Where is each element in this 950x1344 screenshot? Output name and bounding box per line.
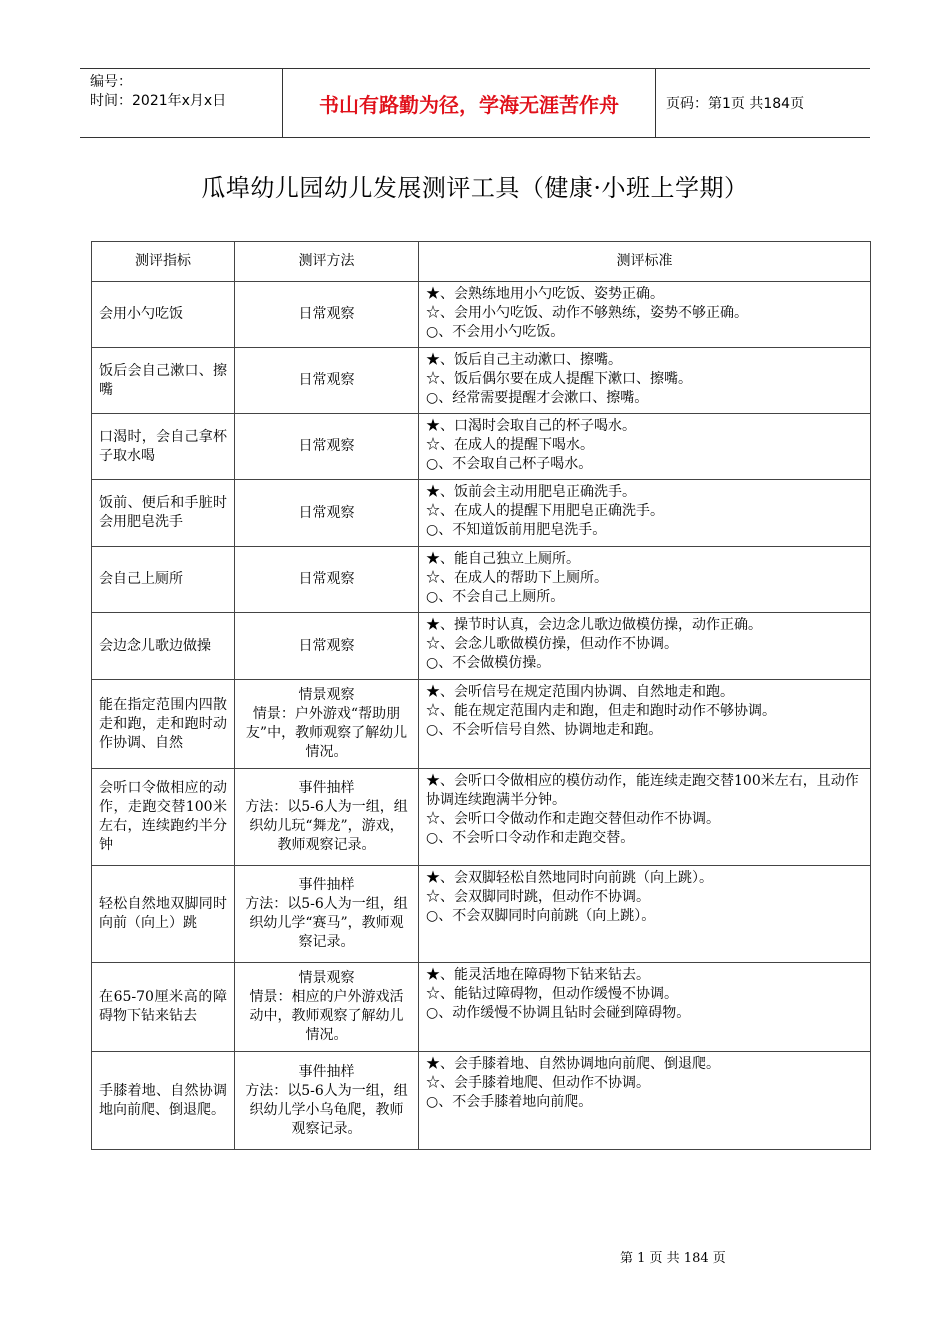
- standard-cell: [419, 866, 871, 963]
- standard-cell: [419, 414, 871, 480]
- standard-line: ★、会手膝着地、自然协调地向前爬、倒退爬。: [426, 1056, 720, 1072]
- table-row: [92, 769, 871, 866]
- indicator-cell: 会听口令做相应的动作，走跑交替100米左右，连续跑约半分钟: [92, 769, 235, 866]
- indicator-cell: 口渴时，会自己拿杯子取水喝: [92, 414, 235, 480]
- method-cell: [235, 866, 419, 963]
- method-cell: [235, 680, 419, 769]
- table-row: [92, 680, 871, 769]
- standard-line: ○、不会用小勺吃饭。: [426, 324, 565, 340]
- method-type: 情景观察: [298, 687, 355, 703]
- table-row: [92, 547, 871, 613]
- standard-line: ☆、能钻过障碍物，但动作缓慢不协调。: [426, 986, 678, 1002]
- method-cell: [235, 348, 419, 414]
- table-row: [92, 480, 871, 547]
- header-motto: 书山有路勤为径，学海无涯苦作舟: [319, 92, 619, 117]
- standard-line: ★、能灵活地在障碍物下钻来钻去。: [426, 967, 650, 983]
- standard-line: ○、经常需要提醒才会漱口、擦嘴。: [426, 390, 649, 406]
- document-header: [80, 68, 870, 138]
- method-type: 日常观察: [298, 438, 355, 454]
- method-cell: [235, 1052, 419, 1150]
- column-header-indicator: 测评指标: [92, 242, 235, 282]
- method-type: 事件抽样: [298, 780, 355, 796]
- standard-cell: [419, 282, 871, 348]
- standard-cell: [419, 348, 871, 414]
- standard-cell: [419, 680, 871, 769]
- standard-cell: [419, 769, 871, 866]
- method-detail: 方法：以5-6人为一组，组织幼儿学小乌龟爬，教师观察记录。: [245, 1082, 408, 1137]
- table-header-row: [92, 242, 871, 282]
- indicator-cell: 饭前、便后和手脏时会用肥皂洗手: [92, 480, 235, 547]
- indicator-cell: 会边念儿歌边做操: [92, 613, 235, 680]
- method-detail: 情景：户外游戏“帮助朋友”中，教师观察了解幼儿情况。: [245, 706, 408, 760]
- method-cell: [235, 414, 419, 480]
- table-row: [92, 613, 871, 680]
- standard-line: ☆、会听口令做动作和走跑交替但动作不协调。: [426, 811, 720, 827]
- standard-line: ○、不会手膝着地向前爬。: [426, 1094, 593, 1110]
- standard-line: ★、会听信号在规定范围内协调、自然地走和跑。: [426, 684, 734, 700]
- method-type: 日常观察: [298, 504, 355, 521]
- evaluation-table: [91, 241, 871, 1150]
- indicator-cell: 能在指定范围内四散走和跑，走和跑时动作协调、自然: [92, 680, 235, 769]
- standard-line: ☆、在成人的提醒下喝水。: [426, 437, 594, 453]
- number-label: 编号：: [90, 74, 132, 90]
- method-type: 事件抽样: [298, 1063, 355, 1080]
- indicator-cell: 饭后会自己漱口、擦嘴: [92, 348, 235, 414]
- method-detail: 情景：相应的户外游戏活动中，教师观察了解幼儿情况。: [249, 989, 404, 1043]
- indicator-cell: 在65-70厘米高的障碍物下钻来钻去: [92, 963, 235, 1052]
- standard-line: ○、不会取自己杯子喝水。: [426, 456, 593, 472]
- page-footer: 第 1 页 共 184 页: [620, 1251, 726, 1266]
- standard-cell: [419, 613, 871, 680]
- column-header-standard: 测评标准: [419, 242, 871, 282]
- method-type: 日常观察: [298, 571, 355, 587]
- standard-line: ☆、会双脚同时跳，但动作不协调。: [426, 889, 650, 905]
- table-row: [92, 963, 871, 1052]
- table-row: [92, 348, 871, 414]
- standard-line: ★、饭前会主动用肥皂正确洗手。: [426, 484, 636, 500]
- standard-line: ★、会熟练地用小勺吃饭、姿势正确。: [426, 286, 664, 302]
- standard-line: ★、会双脚轻松自然地同时向前跳（向上跳）。: [426, 870, 713, 886]
- standard-line: ☆、会手膝着地爬、但动作不协调。: [426, 1075, 650, 1091]
- method-type: 情景观察: [298, 970, 355, 986]
- standard-cell: [419, 480, 871, 547]
- standard-line: ☆、在成人的帮助下上厕所。: [426, 570, 608, 586]
- indicator-cell: 轻松自然地双脚同时向前（向上）跳: [92, 866, 235, 963]
- header-page-info: 页码：第1页 共184页: [666, 96, 805, 112]
- method-cell: [235, 480, 419, 547]
- method-detail: 方法：以5-6人为一组，组织幼儿玩“舞龙”，游戏，教师观察记录。: [245, 799, 408, 853]
- method-cell: [235, 769, 419, 866]
- standard-line: ★、饭后自己主动漱口、擦嘴。: [426, 352, 622, 368]
- standard-line: ☆、饭后偶尔要在成人提醒下漱口、擦嘴。: [426, 371, 692, 387]
- table-row: [92, 1052, 871, 1150]
- standard-line: ○、动作缓慢不协调且钻时会碰到障碍物。: [426, 1005, 691, 1021]
- method-type: 日常观察: [298, 372, 355, 388]
- standard-line: ☆、在成人的提醒下用肥皂正确洗手。: [426, 503, 664, 519]
- method-cell: [235, 547, 419, 613]
- standard-line: ○、不会双脚同时向前跳（向上跳）。: [426, 908, 656, 924]
- standard-line: ○、不会听信号自然、协调地走和跑。: [426, 722, 663, 738]
- method-type: 事件抽样: [298, 877, 355, 893]
- table-row: [92, 414, 871, 480]
- standard-line: ☆、能在规定范围内走和跑，但走和跑时动作不够协调。: [426, 703, 776, 719]
- table-row: [92, 866, 871, 963]
- method-type: 日常观察: [298, 637, 355, 654]
- method-type: 日常观察: [298, 306, 355, 322]
- standard-line: ○、不知道饭前用肥皂洗手。: [426, 522, 607, 538]
- indicator-cell: 会用小勺吃饭: [92, 282, 235, 348]
- method-cell: [235, 282, 419, 348]
- standard-cell: [419, 1052, 871, 1150]
- page-title: 瓜埠幼儿园幼儿发展测评工具（健康·小班上学期）: [201, 174, 749, 202]
- method-cell: [235, 963, 419, 1052]
- standard-line: ☆、会念儿歌做模仿操，但动作不协调。: [426, 636, 678, 652]
- standard-line: ○、不会听口令动作和走跑交替。: [426, 830, 635, 846]
- standard-cell: [419, 547, 871, 613]
- indicator-cell: 会自己上厕所: [92, 547, 235, 613]
- standard-line: ★、能自己独立上厕所。: [426, 551, 580, 567]
- indicator-cell: 手膝着地、自然协调地向前爬、倒退爬。: [92, 1052, 235, 1150]
- header-meta: [90, 73, 280, 111]
- standard-cell: [419, 963, 871, 1052]
- date-label: 时间：2021年x月x日: [90, 93, 227, 109]
- standard-line: ○、不会自己上厕所。: [426, 589, 565, 605]
- standard-line: ★、操节时认真，会边念儿歌边做模仿操，动作正确。: [426, 617, 762, 633]
- standard-line: ★、口渴时会取自己的杯子喝水。: [426, 418, 636, 434]
- standard-line: ★、会听口令做相应的模仿动作，能连续走跑交替100米左右，且动作协调连续跑满半分钟。: [426, 773, 859, 808]
- method-cell: [235, 613, 419, 680]
- method-detail: 方法：以5-6人为一组，组织幼儿学“赛马”，教师观察记录。: [245, 896, 408, 950]
- standard-line: ○、不会做模仿操。: [426, 655, 551, 671]
- standard-line: ☆、会用小勺吃饭、动作不够熟练，姿势不够正确。: [426, 305, 748, 321]
- table-row: [92, 282, 871, 348]
- column-header-method: 测评方法: [235, 242, 419, 282]
